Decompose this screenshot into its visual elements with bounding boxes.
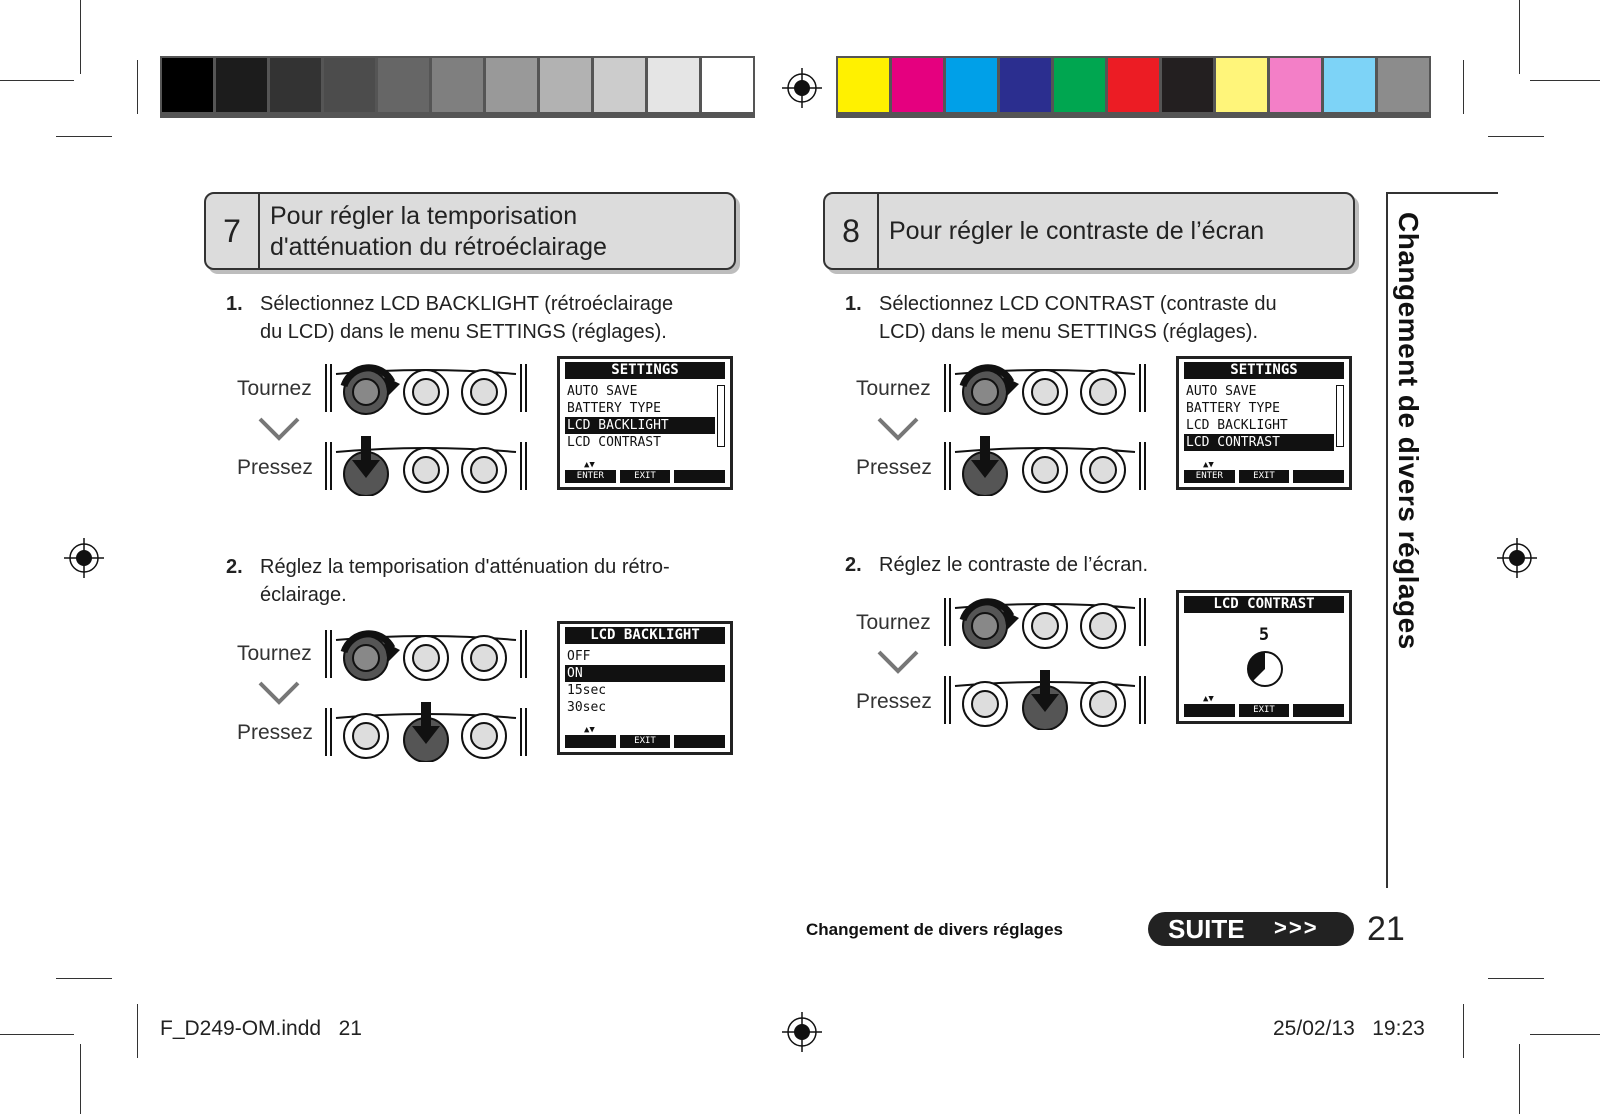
lcd-footer (565, 735, 725, 748)
lcd-softkey: EXIT (620, 470, 671, 483)
step-7-header (204, 192, 736, 270)
step-number: 8 (825, 194, 879, 268)
process-color-bar (836, 56, 1431, 118)
grayscale-color-bar (160, 56, 755, 118)
color-swatch (648, 58, 699, 112)
instruction-number: 1. (226, 293, 243, 315)
slug-date: 25/02/13 19:23 (1273, 1017, 1425, 1040)
lcd-softkey: EXIT (620, 735, 671, 748)
color-swatch (1270, 58, 1321, 112)
color-swatch (838, 58, 889, 112)
color-swatch (216, 58, 267, 112)
lcd-menu-item: AUTO SAVE (567, 384, 638, 399)
lcd-title: SETTINGS (1184, 362, 1344, 379)
color-swatch (702, 58, 753, 112)
lcd-option: 30sec (567, 700, 607, 715)
registration-mark-icon (1497, 538, 1537, 578)
lcd-softkey: ENTER (1184, 470, 1235, 483)
crop-mark (0, 80, 74, 81)
lcd-contrast-screen (1176, 590, 1352, 724)
instruction-number: 2. (226, 556, 243, 578)
registration-mark-icon (782, 68, 822, 108)
lcd-footer (1184, 704, 1344, 717)
lcd-arrows-icon: ▲▼ (584, 460, 595, 470)
lcd-title: LCD BACKLIGHT (565, 627, 725, 644)
crop-mark (1530, 80, 1600, 81)
lcd-footer (1184, 470, 1344, 483)
instruction-number: 2. (845, 554, 862, 576)
color-swatch (162, 58, 213, 112)
lcd-softkey (674, 735, 725, 748)
lcd-menu-item: LCD BACKLIGHT (1186, 418, 1288, 433)
color-swatch (1162, 58, 1213, 112)
color-swatch (1378, 58, 1429, 112)
lcd-arrows-icon: ▲▼ (1203, 460, 1214, 470)
slug-file: F_D249-OM.indd 21 (160, 1017, 362, 1040)
instruction-1 (226, 290, 736, 350)
suite-label: SUITE (1168, 914, 1245, 944)
knob-turn-illustration (322, 624, 530, 684)
suite-badge (1148, 912, 1354, 946)
crop-mark (137, 1004, 138, 1058)
color-swatch (540, 58, 591, 112)
knob-press-illustration (941, 670, 1149, 730)
lcd-menu-item: BATTERY TYPE (1186, 401, 1280, 416)
crop-mark (56, 136, 112, 137)
chevron-down-icon (877, 416, 919, 442)
crop-mark (1463, 1004, 1464, 1058)
lcd-scrollbar (717, 385, 725, 447)
lcd-arrows-icon: ▲▼ (1203, 694, 1214, 704)
lcd-settings-screen (1176, 356, 1352, 490)
crop-mark (1519, 0, 1520, 74)
instruction-2 (845, 551, 1355, 581)
crop-mark (0, 1034, 74, 1035)
color-swatch (270, 58, 321, 112)
chevron-down-icon (258, 680, 300, 706)
page-number: 21 (1367, 910, 1405, 948)
lcd-backlight-screen (557, 621, 733, 755)
crop-mark (1488, 978, 1544, 979)
chevron-down-icon (877, 649, 919, 675)
lcd-menu-item: AUTO SAVE (1186, 384, 1257, 399)
color-swatch (324, 58, 375, 112)
contrast-icon (1245, 649, 1285, 689)
instruction-text: Sélectionnez LCD CONTRAST (contraste du LCD) dans le menu SETTINGS (réglages). (879, 293, 1277, 343)
press-label: Pressez (237, 721, 313, 744)
lcd-arrows-icon: ▲▼ (584, 725, 595, 735)
color-swatch (1108, 58, 1159, 112)
crop-mark (80, 0, 81, 74)
color-swatch (432, 58, 483, 112)
side-tab-rule (1386, 192, 1498, 194)
lcd-scrollbar (1336, 385, 1344, 447)
instruction-2 (226, 553, 736, 613)
suite-arrows-icon: >>> (1274, 915, 1319, 940)
lcd-menu-item-selected: LCD CONTRAST (1184, 434, 1334, 451)
lcd-settings-screen (557, 356, 733, 490)
crop-mark (1519, 1044, 1520, 1114)
registration-mark-icon (64, 538, 104, 578)
knob-turn-illustration (322, 358, 530, 418)
press-label: Pressez (237, 456, 313, 479)
contrast-value: 5 (1258, 625, 1270, 645)
side-section-title: Changement de divers réglages (1393, 212, 1424, 650)
knob-press-illustration (322, 436, 530, 496)
press-label: Pressez (856, 690, 932, 713)
lcd-softkey (1184, 704, 1235, 717)
color-swatch (1000, 58, 1051, 112)
turn-label: Tournez (237, 642, 312, 665)
color-swatch (1054, 58, 1105, 112)
color-swatch (378, 58, 429, 112)
press-label: Pressez (856, 456, 932, 479)
instruction-text: Réglez la temporisation d'atténuation du rétro- éclairage. (260, 556, 670, 606)
instruction-1 (845, 290, 1355, 350)
knob-turn-illustration (941, 592, 1149, 652)
registration-mark-icon (782, 1012, 822, 1052)
color-swatch (892, 58, 943, 112)
side-tab-rule (1386, 192, 1388, 888)
crop-mark (80, 1044, 81, 1114)
lcd-softkey (674, 470, 725, 483)
lcd-softkey: ENTER (565, 470, 616, 483)
lcd-menu-item-selected: LCD BACKLIGHT (565, 417, 715, 434)
turn-label: Tournez (856, 611, 931, 634)
lcd-menu-item: LCD CONTRAST (567, 435, 661, 450)
color-swatch (1324, 58, 1375, 112)
step-title-line1: Pour régler la temporisation (270, 202, 578, 230)
instruction-number: 1. (845, 293, 862, 315)
crop-mark (1530, 1034, 1600, 1035)
turn-label: Tournez (237, 377, 312, 400)
turn-label: Tournez (856, 377, 931, 400)
lcd-option-selected: ON (565, 665, 725, 682)
color-swatch (594, 58, 645, 112)
footer-section-title: Changement de divers réglages (806, 920, 1063, 939)
lcd-menu-item: BATTERY TYPE (567, 401, 661, 416)
lcd-title: LCD CONTRAST (1184, 596, 1344, 613)
color-swatch (486, 58, 537, 112)
lcd-softkey (565, 735, 616, 748)
chevron-down-icon (258, 416, 300, 442)
lcd-softkey (1293, 470, 1344, 483)
lcd-title: SETTINGS (565, 362, 725, 379)
lcd-softkey: EXIT (1239, 704, 1290, 717)
step-8-header (823, 192, 1355, 270)
lcd-footer (565, 470, 725, 483)
knob-press-illustration (941, 436, 1149, 496)
lcd-option: 15sec (567, 683, 607, 698)
lcd-option: OFF (567, 649, 591, 664)
knob-turn-illustration (941, 358, 1149, 418)
color-swatch (946, 58, 997, 112)
lcd-softkey: EXIT (1239, 470, 1290, 483)
lcd-softkey (1293, 704, 1344, 717)
color-swatch (1216, 58, 1267, 112)
step-title-line2: d'atténuation du rétroéclairage (270, 233, 607, 261)
step-number: 7 (206, 194, 260, 268)
instruction-text: Réglez le contraste de l’écran. (879, 554, 1149, 576)
knob-press-illustration (322, 702, 530, 762)
crop-mark (1488, 136, 1544, 137)
crop-mark (56, 978, 112, 979)
step-title: Pour régler le contraste de l’écran (889, 217, 1265, 245)
instruction-text: Sélectionnez LCD BACKLIGHT (rétroéclairage du LCD) dans le menu SETTINGS (réglages). (260, 293, 674, 343)
crop-mark (1463, 60, 1464, 114)
crop-mark (137, 60, 138, 114)
